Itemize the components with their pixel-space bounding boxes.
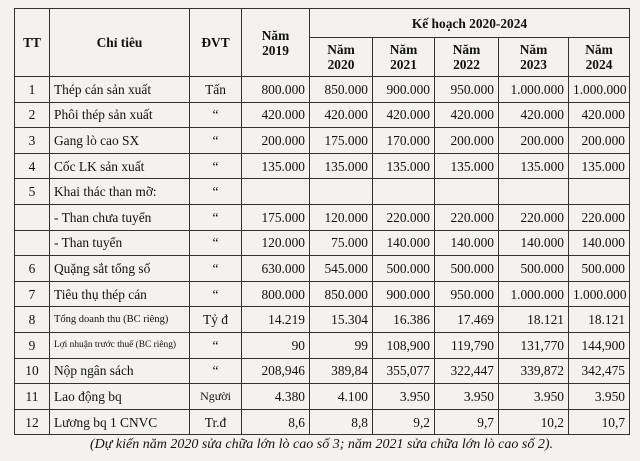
row-value-cell: 16.386 xyxy=(373,307,435,333)
row-value-cell: 8,6 xyxy=(242,409,310,435)
header-year-value: 2020 xyxy=(327,57,355,72)
row-value-cell: 140.000 xyxy=(373,230,435,256)
row-unit-cell: “ xyxy=(190,128,242,154)
row-value-cell xyxy=(373,179,435,205)
row-value-cell xyxy=(499,179,569,205)
header-base-year-label: Năm xyxy=(261,27,290,43)
row-value-cell: 950.000 xyxy=(435,77,499,103)
row-value-cell: 17.469 xyxy=(435,307,499,333)
row-value-cell: 3.950 xyxy=(373,384,435,410)
row-value-cell: 322,447 xyxy=(435,358,499,384)
row-value-cell: 200.000 xyxy=(242,128,310,154)
footnote: (Dự kiến năm 2020 sửa chữa lớn lò cao số 3; năm 2021 sửa chữa lớn lò cao số 2). xyxy=(90,437,553,452)
row-tt-cell: 11 xyxy=(15,384,50,410)
row-indicator-cell: Thép cán sản xuất xyxy=(50,77,190,103)
table-row xyxy=(15,77,630,103)
row-value-cell: 99 xyxy=(310,332,373,358)
row-value-cell: 119,790 xyxy=(435,332,499,358)
row-value-cell: 389,84 xyxy=(310,358,373,384)
row-value-cell: 135.000 xyxy=(569,153,630,179)
row-value-cell: 135.000 xyxy=(373,153,435,179)
row-value-cell: 140.000 xyxy=(569,230,630,256)
row-value-cell: 120.000 xyxy=(242,230,310,256)
row-indicator-cell: Gang lò cao SX xyxy=(50,128,190,154)
row-value-cell: 342,475 xyxy=(569,358,630,384)
table-row xyxy=(15,332,630,358)
row-value-cell: 630.000 xyxy=(242,256,310,282)
row-unit-cell: “ xyxy=(190,153,242,179)
row-indicator-cell: Quặng sắt tổng số xyxy=(50,256,190,282)
row-indicator-cell: Khai thác than mỡ: xyxy=(50,179,190,205)
table-row xyxy=(15,256,630,282)
row-value-cell: 355,077 xyxy=(373,358,435,384)
header-year-value: 2021 xyxy=(390,57,417,72)
row-tt-cell: 4 xyxy=(15,153,50,179)
row-unit-cell: “ xyxy=(190,281,242,307)
row-tt-cell xyxy=(15,230,50,256)
row-value-cell: 200.000 xyxy=(435,128,499,154)
table-row xyxy=(15,128,630,154)
row-tt-cell: 7 xyxy=(15,281,50,307)
row-tt-cell: 5 xyxy=(15,179,50,205)
row-indicator-cell: - Than tuyển xyxy=(50,230,190,256)
row-value-cell: 850.000 xyxy=(310,281,373,307)
row-unit-cell: “ xyxy=(190,102,242,128)
row-value-cell: 420.000 xyxy=(310,102,373,128)
header-year-value: 2022 xyxy=(453,57,480,72)
row-indicator-cell: Tiêu thụ thép cán xyxy=(50,281,190,307)
header-unit: ĐVT xyxy=(190,9,242,77)
header-year xyxy=(310,38,373,77)
header-base-year xyxy=(242,9,310,77)
table-row xyxy=(15,230,630,256)
header-year-label: Năm xyxy=(327,42,355,57)
row-tt-cell: 8 xyxy=(15,307,50,333)
row-unit-cell: Tỷ đ xyxy=(190,307,242,333)
row-value-cell: 90 xyxy=(242,332,310,358)
row-tt-cell: 9 xyxy=(15,332,50,358)
row-tt-cell: 1 xyxy=(15,77,50,103)
row-value-cell: 108,900 xyxy=(373,332,435,358)
header-base-year-value: 2019 xyxy=(262,42,289,58)
header-year xyxy=(373,38,435,77)
row-value-cell: 3.950 xyxy=(435,384,499,410)
row-indicator-cell: Nộp ngân sách xyxy=(50,358,190,384)
header-year-label: Năm xyxy=(519,42,548,57)
header-plan-title: Kế hoạch 2020-2024 xyxy=(310,9,630,38)
row-value-cell: 3.950 xyxy=(499,384,569,410)
row-value-cell: 15.304 xyxy=(310,307,373,333)
row-value-cell: 10,7 xyxy=(569,409,630,435)
row-value-cell xyxy=(569,179,630,205)
row-indicator-cell: Phôi thép sản xuất xyxy=(50,102,190,128)
row-value-cell: 500.000 xyxy=(373,256,435,282)
row-value-cell: 144,900 xyxy=(569,332,630,358)
row-value-cell: 175.000 xyxy=(310,128,373,154)
row-value-cell: 18.121 xyxy=(499,307,569,333)
table-row xyxy=(15,358,630,384)
row-value-cell: 420.000 xyxy=(242,102,310,128)
row-tt-cell: 3 xyxy=(15,128,50,154)
table-row xyxy=(15,204,630,230)
row-unit-cell: “ xyxy=(190,230,242,256)
production-plan-table xyxy=(14,8,630,435)
row-value-cell: 500.000 xyxy=(435,256,499,282)
header-indicator: Chỉ tiêu xyxy=(50,9,190,77)
header-year-label: Năm xyxy=(389,42,418,57)
table-row xyxy=(15,281,630,307)
row-tt-cell: 10 xyxy=(15,358,50,384)
row-value-cell: 800.000 xyxy=(242,77,310,103)
row-indicator-cell: Lao động bq xyxy=(50,384,190,410)
row-indicator-cell: Cốc LK sản xuất xyxy=(50,153,190,179)
row-unit-cell: “ xyxy=(190,256,242,282)
table-row xyxy=(15,307,630,333)
row-indicator-cell: - Than chưa tuyển xyxy=(50,204,190,230)
row-value-cell: 135.000 xyxy=(242,153,310,179)
row-indicator-cell: Tổng doanh thu (BC riêng) xyxy=(50,307,190,333)
row-indicator-cell: Lợi nhuận trước thuế (BC riêng) xyxy=(50,332,190,358)
row-value-cell: 900.000 xyxy=(373,281,435,307)
row-value-cell xyxy=(435,179,499,205)
table-row xyxy=(15,153,630,179)
row-value-cell: 545.000 xyxy=(310,256,373,282)
table-row xyxy=(15,384,630,410)
row-value-cell: 420.000 xyxy=(499,102,569,128)
row-value-cell: 220.000 xyxy=(435,204,499,230)
row-value-cell: 1.000.000 xyxy=(569,281,630,307)
row-value-cell: 135.000 xyxy=(435,153,499,179)
header-tt: TT xyxy=(15,9,50,77)
row-indicator-cell: Lương bq 1 CNVC xyxy=(50,409,190,435)
header-year-value: 2024 xyxy=(585,57,613,72)
row-tt-cell: 2 xyxy=(15,102,50,128)
row-value-cell: 8,8 xyxy=(310,409,373,435)
row-value-cell: 1.000.000 xyxy=(499,77,569,103)
row-tt-cell: 12 xyxy=(15,409,50,435)
header-year xyxy=(499,38,569,77)
table-row xyxy=(15,179,630,205)
row-value-cell: 3.950 xyxy=(569,384,630,410)
row-value-cell: 4.100 xyxy=(310,384,373,410)
table-row xyxy=(15,409,630,435)
row-value-cell: 500.000 xyxy=(569,256,630,282)
row-value-cell: 135.000 xyxy=(499,153,569,179)
row-value-cell: 1.000.000 xyxy=(569,77,630,103)
row-value-cell: 75.000 xyxy=(310,230,373,256)
row-value-cell: 800.000 xyxy=(242,281,310,307)
row-value-cell: 420.000 xyxy=(435,102,499,128)
row-value-cell: 140.000 xyxy=(435,230,499,256)
row-value-cell: 9,7 xyxy=(435,409,499,435)
row-value-cell: 420.000 xyxy=(373,102,435,128)
header-year xyxy=(569,38,630,77)
row-unit-cell: “ xyxy=(190,358,242,384)
row-value-cell: 200.000 xyxy=(569,128,630,154)
row-unit-cell: Tr.đ xyxy=(190,409,242,435)
row-value-cell: 850.000 xyxy=(310,77,373,103)
header-year-label: Năm xyxy=(585,42,613,57)
row-value-cell xyxy=(242,179,310,205)
header-year xyxy=(435,38,499,77)
row-value-cell: 208,946 xyxy=(242,358,310,384)
row-value-cell: 10,2 xyxy=(499,409,569,435)
row-unit-cell: Người xyxy=(190,384,242,410)
row-value-cell: 18.121 xyxy=(569,307,630,333)
row-value-cell: 14.219 xyxy=(242,307,310,333)
row-value-cell: 120.000 xyxy=(310,204,373,230)
row-value-cell: 4.380 xyxy=(242,384,310,410)
header-year-label: Năm xyxy=(452,42,481,57)
table-row xyxy=(15,102,630,128)
row-value-cell: 1.000.000 xyxy=(499,281,569,307)
row-value-cell: 420.000 xyxy=(569,102,630,128)
row-value-cell: 175.000 xyxy=(242,204,310,230)
row-value-cell: 140.000 xyxy=(499,230,569,256)
header-row-top xyxy=(15,9,630,38)
row-value-cell: 220.000 xyxy=(373,204,435,230)
row-value-cell: 200.000 xyxy=(499,128,569,154)
row-value-cell: 131,770 xyxy=(499,332,569,358)
table-body xyxy=(15,77,630,435)
row-value-cell: 135.000 xyxy=(310,153,373,179)
row-value-cell xyxy=(310,179,373,205)
row-value-cell: 9,2 xyxy=(373,409,435,435)
row-value-cell: 900.000 xyxy=(373,77,435,103)
header-year-value: 2023 xyxy=(520,57,547,72)
row-value-cell: 220.000 xyxy=(569,204,630,230)
row-unit-cell: “ xyxy=(190,179,242,205)
row-unit-cell: Tấn xyxy=(190,77,242,103)
row-value-cell: 950.000 xyxy=(435,281,499,307)
row-tt-cell xyxy=(15,204,50,230)
row-tt-cell: 6 xyxy=(15,256,50,282)
row-value-cell: 220.000 xyxy=(499,204,569,230)
row-value-cell: 170.000 xyxy=(373,128,435,154)
row-value-cell: 500.000 xyxy=(499,256,569,282)
row-unit-cell: “ xyxy=(190,204,242,230)
row-unit-cell: “ xyxy=(190,332,242,358)
row-value-cell: 339,872 xyxy=(499,358,569,384)
